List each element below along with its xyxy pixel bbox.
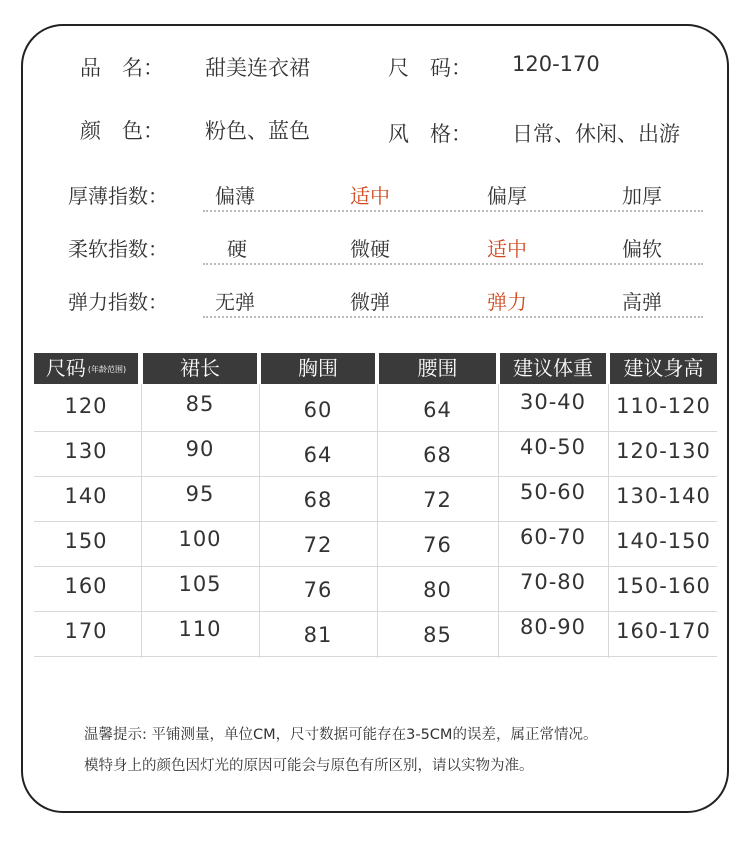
table-cell: 160 bbox=[64, 574, 108, 598]
dotted-divider bbox=[203, 210, 703, 212]
style-value: 日常、休闲、出游 bbox=[512, 122, 680, 146]
table-cell: 95 bbox=[185, 482, 215, 506]
column-header bbox=[261, 353, 375, 384]
column-header-label: 裙长 bbox=[180, 356, 220, 380]
table-cell: 110 bbox=[178, 617, 222, 641]
index-option: 微硬 bbox=[350, 237, 390, 261]
row-divider bbox=[34, 431, 717, 432]
age-range-note: (年龄范围) bbox=[87, 365, 127, 374]
column-divider bbox=[259, 384, 260, 658]
table-cell: 110-120 bbox=[616, 394, 711, 418]
row-divider bbox=[34, 521, 717, 522]
table-cell: 81 bbox=[303, 623, 333, 647]
dotted-divider bbox=[203, 316, 703, 318]
column-header bbox=[34, 353, 138, 384]
index-option: 加厚 bbox=[622, 184, 662, 208]
table-cell: 70-80 bbox=[519, 570, 587, 594]
table-cell: 85 bbox=[423, 623, 452, 647]
row-divider bbox=[34, 566, 717, 567]
table-cell: 60 bbox=[303, 398, 333, 422]
table-cell: 130-140 bbox=[616, 484, 711, 508]
note-line-2: 模特身上的颜色因灯光的原因可能会与原色有所区别，请以实物为准。 bbox=[84, 758, 534, 774]
table-cell: 90 bbox=[185, 437, 215, 461]
index-label: 弹力指数： bbox=[68, 290, 168, 314]
column-header-label: 腰围 bbox=[417, 356, 458, 380]
table-cell: 76 bbox=[423, 533, 452, 557]
table-cell: 150 bbox=[64, 529, 108, 553]
table-cell: 105 bbox=[178, 572, 222, 596]
table-cell: 60-70 bbox=[519, 525, 587, 549]
row-divider bbox=[34, 656, 717, 657]
column-header bbox=[143, 353, 257, 384]
table-cell: 50-60 bbox=[519, 480, 587, 504]
index-option: 适中 bbox=[487, 237, 527, 261]
index-option: 无弹 bbox=[215, 290, 255, 314]
table-cell: 64 bbox=[303, 443, 333, 467]
row-divider bbox=[34, 476, 717, 477]
table-cell: 80-90 bbox=[519, 615, 587, 639]
table-cell: 72 bbox=[303, 533, 333, 557]
table-cell: 40-50 bbox=[519, 435, 587, 459]
index-option: 弹力 bbox=[487, 290, 527, 314]
column-header bbox=[379, 353, 496, 384]
note-line-1: 温馨提示: 平铺测量，单位CM，尺寸数据可能存在3-5CM的误差，属正常情况。 bbox=[84, 727, 598, 743]
index-option: 高弹 bbox=[622, 290, 662, 314]
name-value: 甜美连衣裙 bbox=[205, 56, 310, 80]
table-cell: 68 bbox=[303, 488, 333, 512]
column-divider bbox=[141, 384, 142, 658]
table-cell: 160-170 bbox=[616, 619, 711, 643]
dotted-divider bbox=[203, 263, 703, 265]
table-cell: 140 bbox=[64, 484, 108, 508]
style-label: 风 格： bbox=[388, 122, 472, 146]
index-option: 适中 bbox=[350, 184, 390, 208]
table-cell: 68 bbox=[423, 443, 452, 467]
table-cell: 120-130 bbox=[616, 439, 711, 463]
table-cell: 64 bbox=[423, 398, 452, 422]
size-label: 尺 码： bbox=[388, 56, 472, 80]
table-cell: 72 bbox=[423, 488, 452, 512]
color-value: 粉色、蓝色 bbox=[205, 119, 310, 143]
column-divider bbox=[608, 384, 609, 658]
table-cell: 80 bbox=[423, 578, 452, 602]
column-header-label: 胸围 bbox=[298, 356, 338, 380]
index-option: 硬 bbox=[227, 237, 247, 261]
column-divider bbox=[377, 384, 378, 658]
table-cell: 85 bbox=[185, 392, 215, 416]
row-divider bbox=[34, 611, 717, 612]
column-header bbox=[610, 353, 717, 384]
table-cell: 130 bbox=[64, 439, 108, 463]
table-cell: 100 bbox=[178, 527, 222, 551]
index-option: 偏薄 bbox=[215, 184, 255, 208]
table-cell: 30-40 bbox=[519, 390, 587, 414]
color-label: 颜 色： bbox=[80, 119, 164, 143]
index-option: 偏厚 bbox=[487, 184, 527, 208]
column-header-label: 建议身高 bbox=[623, 356, 704, 380]
column-header-label: 建议体重 bbox=[513, 356, 593, 380]
index-label: 柔软指数： bbox=[68, 237, 168, 261]
column-divider bbox=[498, 384, 499, 658]
index-option: 偏软 bbox=[622, 237, 662, 261]
table-cell: 140-150 bbox=[616, 529, 711, 553]
name-label: 品 名： bbox=[80, 56, 164, 80]
table-cell: 150-160 bbox=[616, 574, 711, 598]
size-value: 120-170 bbox=[512, 52, 600, 76]
table-cell: 120 bbox=[64, 394, 108, 418]
index-option: 微弹 bbox=[350, 290, 390, 314]
table-cell: 76 bbox=[303, 578, 333, 602]
index-label: 厚薄指数： bbox=[68, 184, 168, 208]
column-header-label: 尺码 bbox=[45, 356, 86, 380]
column-header bbox=[500, 353, 606, 384]
table-cell: 170 bbox=[64, 619, 108, 643]
